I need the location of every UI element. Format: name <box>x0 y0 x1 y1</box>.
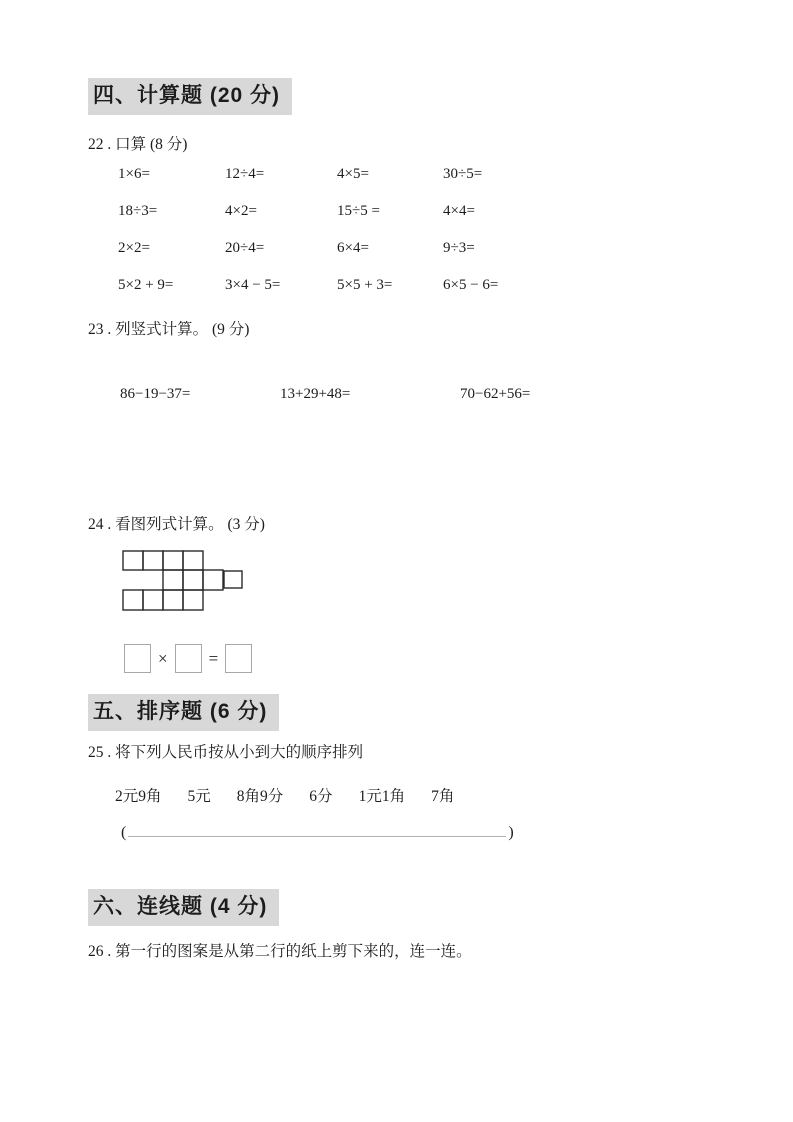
oral-problem: 2×2= <box>118 240 150 256</box>
money-amount: 8角9分 <box>236 788 284 805</box>
question-24-label: 24 . 看图列式计算。 (3 分) <box>88 516 265 533</box>
multiply-sign: × <box>158 649 168 668</box>
money-amount: 1元1角 <box>358 788 406 805</box>
equals-sign: = <box>208 649 219 668</box>
equation-answer-box-2[interactable] <box>175 644 202 673</box>
squares-figure <box>122 550 244 612</box>
money-amount: 6分 <box>309 788 333 805</box>
oral-arithmetic-grid <box>118 166 583 293</box>
money-amount: 2元9角 <box>115 788 162 805</box>
oral-problem: 15÷5 = <box>337 203 380 219</box>
question-23-label: 23 . 列竖式计算。 (9 分) <box>88 321 250 338</box>
question-26-label: 26 . 第一行的图案是从第二行的纸上剪下来的，连一连。 <box>88 943 472 960</box>
section-heading-matching: 六、连线题 (4 分) <box>88 889 279 926</box>
oral-problem: 4×4= <box>443 203 475 219</box>
answer-line-wrap <box>121 822 514 842</box>
oral-problem: 9÷3= <box>443 240 475 256</box>
equation-answer-box-1[interactable] <box>124 644 151 673</box>
open-paren: ( <box>121 824 127 841</box>
equation-row <box>124 644 252 673</box>
money-amount: 7角 <box>431 788 455 805</box>
oral-problem: 6×5 − 6= <box>443 277 499 293</box>
oral-problem: 3×4 − 5= <box>225 277 281 293</box>
equation-answer-box-3[interactable] <box>225 644 252 673</box>
oral-problem: 18÷3= <box>118 203 158 219</box>
column-calculation-problems <box>120 386 680 404</box>
column-problem: 86−19−37= <box>120 386 191 402</box>
oral-problem: 20÷4= <box>225 240 265 256</box>
column-problem: 13+29+48= <box>280 386 351 402</box>
question-22-label: 22 . 口算 (8 分) <box>88 136 188 153</box>
oral-problem: 5×2 + 9= <box>118 277 174 293</box>
oral-problem: 6×4= <box>337 240 369 256</box>
oral-problem: 12÷4= <box>225 166 265 182</box>
oral-problem: 30÷5= <box>443 166 483 182</box>
column-problem: 70−62+56= <box>460 386 531 402</box>
answer-blank-line[interactable] <box>128 822 506 837</box>
money-amounts-row <box>115 784 454 806</box>
section-heading-calculation: 四、计算题 (20 分) <box>88 78 292 115</box>
oral-problem: 4×2= <box>225 203 257 219</box>
section-heading-sorting: 五、排序题 (6 分) <box>88 694 279 731</box>
oral-problem: 1×6= <box>118 166 150 182</box>
oral-problem: 4×5= <box>337 166 369 182</box>
oral-problem: 5×5 + 3= <box>337 277 393 293</box>
question-25-label: 25 . 将下列人民币按从小到大的顺序排列 <box>88 744 364 761</box>
money-amount: 5元 <box>187 788 211 805</box>
close-paren: ) <box>508 824 514 841</box>
